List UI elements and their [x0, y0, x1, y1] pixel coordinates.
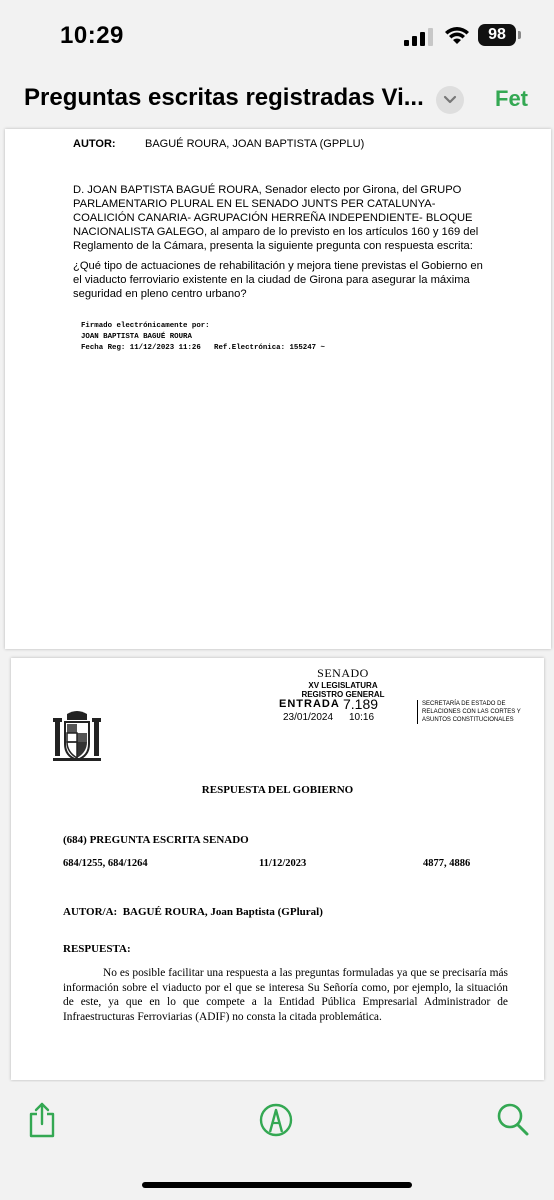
question-intro: D. JOAN BAPTISTA BAGUÉ ROURA, Senador electo por Girona, del GRUPO PARLAMENTARIO PLURAL EN EL SENADO JUNTS PER CATALUNYA-COALICIÓN CANARIA- AGRUPACIÓN HERREÑA INDEPENDIENTE- BLOQUE NACIONALISTA GALEGO, al amparo de lo previsto en los artículos 160 y 169 del Reglamento de la Cámara, presenta la siguiente pregunta con respuesta escrita:: [73, 184, 479, 252]
reference-codes: 4877, 4886: [423, 858, 471, 869]
title-menu-button[interactable]: [436, 86, 464, 114]
author-value: BAGUÉ ROURA, JOAN BAPTISTA (GPPLU): [145, 138, 365, 150]
entrada-label: ENTRADA: [279, 698, 340, 710]
entrada-number: 7.189: [343, 696, 379, 712]
author-label-2: AUTOR/A:: [63, 906, 118, 918]
stamp-senado: SENADO: [317, 666, 369, 680]
electronic-signature: [81, 321, 325, 354]
response-title: RESPUESTA DEL GOBIERNO: [201, 784, 354, 796]
reference-numbers: 684/1255, 684/1264: [63, 858, 148, 869]
signature-line: JOAN BAPTISTA BAGUÉ ROURA: [81, 333, 192, 341]
document-page-2: [11, 658, 544, 1080]
battery-indicator: 98: [478, 24, 516, 46]
entrada-date: 23/01/2024: [283, 712, 334, 723]
home-indicator[interactable]: [142, 1182, 412, 1188]
chevron-down-icon: [443, 94, 457, 106]
document-page-1: [5, 129, 551, 649]
secretaria-header: SECRETARÍA DE ESTADO DE RELACIONES CON LAS CORTES Y ASUNTOS CONSTITUCIONALES: [417, 700, 529, 724]
cellular-signal-icon: [404, 28, 434, 46]
registry-stamp: [273, 666, 413, 699]
status-bar: [0, 0, 554, 72]
wifi-icon: [444, 25, 470, 45]
markup-icon[interactable]: [258, 1102, 294, 1138]
done-button[interactable]: Fet: [495, 86, 528, 111]
document-title: Preguntas escritas registradas Vi...: [24, 84, 424, 111]
nav-bar: [0, 72, 554, 128]
question-text: ¿Qué tipo de actuaciones de rehabilitación y mejora tiene previstas el Gobierno en el viaducto ferroviario existente en la ciudad de Girona para asegurar la máxima seguridad en pleno centro urbano?: [73, 260, 483, 300]
status-time: 10:29: [60, 22, 124, 49]
signature-line: Fecha Reg: 11/12/2023 11:26 Ref.Electrónica: 155247 ~: [81, 344, 325, 352]
stamp-registro: REGISTRO GENERAL: [301, 690, 385, 699]
stamp-legislatura: XV LEGISLATURA: [308, 681, 378, 690]
answer-text: No es posible facilitar una respuesta a las preguntas formuladas ya que se precisaría más información sobre el viaducto por el que se interesa Su Señoría como, por ejemplo, la situación de este, ya que en lo que compete a la Entidad Pública Empresarial Administrador de Infraestructuras Ferroviarias (ADIF) no consta la citada problemática.: [63, 967, 508, 1023]
search-icon[interactable]: [496, 1102, 530, 1138]
author-row-2: [63, 906, 323, 918]
reference-date: 11/12/2023: [259, 858, 307, 869]
question-type-title: (684) PREGUNTA ESCRITA SENADO: [63, 834, 249, 846]
signature-line: Firmado electrónicamente por:: [81, 322, 210, 330]
battery-tip: [518, 31, 521, 39]
entrada-time: 10:16: [349, 712, 375, 723]
author-row: [73, 137, 364, 151]
coat-of-arms-icon: [51, 708, 103, 766]
author-label: AUTOR:: [73, 138, 116, 150]
author-value-2: BAGUÉ ROURA, Joan Baptista (GPlural): [122, 906, 323, 918]
share-icon[interactable]: [28, 1102, 56, 1138]
answer-label: RESPUESTA:: [63, 943, 131, 955]
